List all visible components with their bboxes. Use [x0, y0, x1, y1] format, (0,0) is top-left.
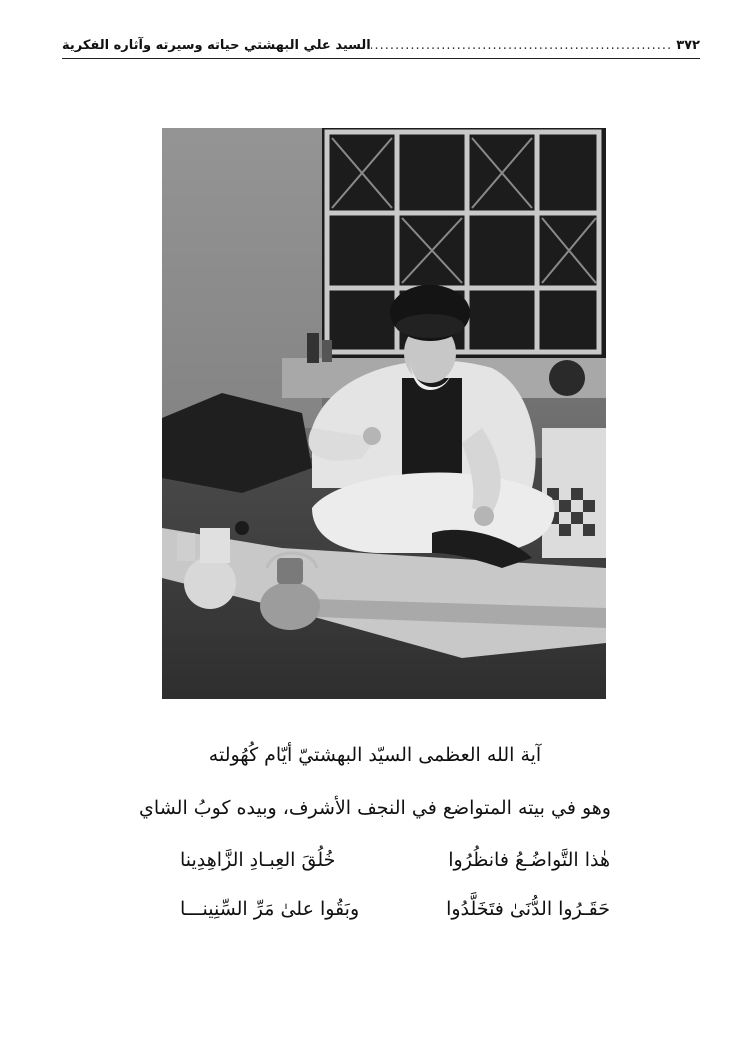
header-rule — [62, 58, 700, 59]
leader-dots — [371, 38, 676, 53]
verse-1-first-hemistich: هٰذا التَّواضُـعُ فانظُرُوا — [448, 849, 610, 871]
verse-1-second-hemistich: خُلُقَ العِبـادِ الزَّاهِدِينا — [180, 849, 336, 871]
verse-2-first-hemistich: حَقَـرُوا الدُّنَىٰ فتَخَلَّدُوا — [446, 898, 610, 920]
photo-illustration — [162, 128, 606, 699]
running-title: السيد علي البهشتي حياته وسيرته وآثاره الفكرية — [62, 37, 371, 53]
page-number: ٣٧٢ — [676, 37, 700, 53]
running-header — [62, 34, 700, 56]
caption-line-1: آية الله العظمى السيّد البهشتيّ أيّام كُهُولته — [208, 744, 542, 766]
caption-line-2: وهو في بيته المتواضع في النجف الأشرف، وبيده كوبُ الشاي — [139, 797, 611, 819]
verse-2-second-hemistich: وبَقُوا علىٰ مَرِّ السِّنِينـــا — [180, 898, 360, 920]
portrait-photo — [162, 128, 606, 699]
